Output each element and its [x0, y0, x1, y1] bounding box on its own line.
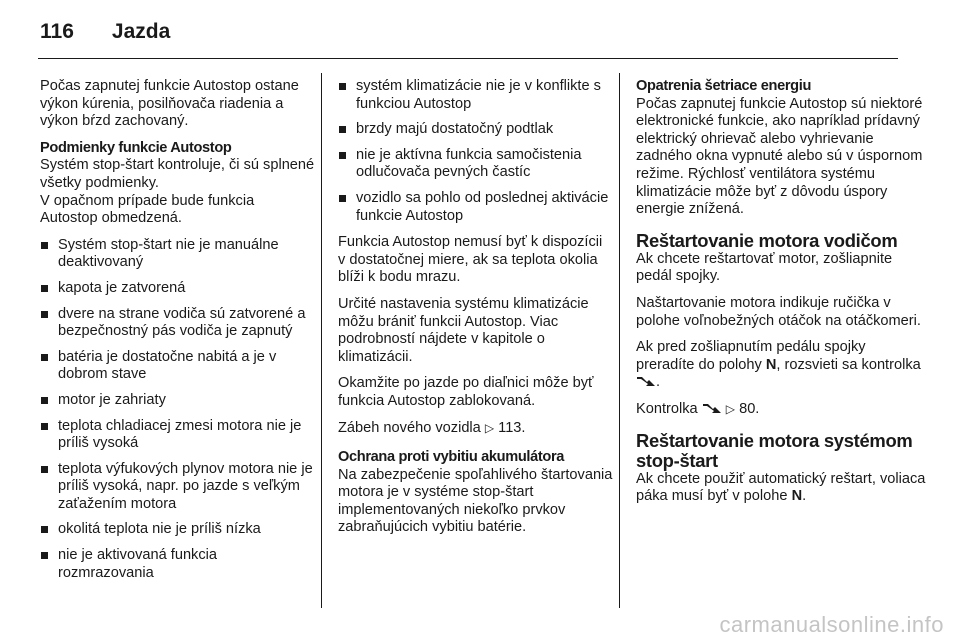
system-restart-heading: Reštartovanie motora systémom stop-štart [636, 429, 913, 471]
break-in-ref: 113. [498, 419, 526, 436]
column-divider-right [619, 73, 620, 608]
restart-indicator-text: Naštartovanie motora indikuje ručička v polohe voľnobežných otáčok na otáčkomeri. [636, 294, 921, 329]
conditions-text-2: V opačnom prípade bude funkcia Autostop obmedzená. [40, 192, 255, 227]
page-title: Jazda [111, 20, 171, 43]
page-number: 116 [40, 20, 74, 43]
list-item: systém klimatizácie nie je v konflikte s funkciou Autostop [338, 78, 613, 113]
kontrolka-reference [636, 401, 926, 419]
list-item: okolitá teplota nie je príliš nízka [40, 521, 315, 539]
outline-right-triangle-icon: ▷ [484, 420, 495, 435]
driver-restart-text: Ak chcete reštartovať motor, zošliapnite pedál spojky. [636, 250, 893, 285]
list-item: brzdy majú dostatočný podtlak [338, 121, 613, 139]
conditions-heading: Podmienky funkcie Autostop [40, 139, 232, 156]
list-item: nie je aktívna funkcia samočistenia odlučovača pevných častíc [338, 147, 613, 182]
header-rule [38, 58, 898, 59]
clutch-text-mid: , rozsvieti sa kontrolka [776, 356, 921, 373]
list-item: kapota je zatvorená [40, 280, 315, 298]
conditions-text-1: Systém stop-štart kontroluje, či sú splnené všetky podmienky. [40, 157, 315, 191]
system-restart-end: . [802, 488, 807, 505]
page-header [40, 14, 170, 50]
energy-saving-text: Počas zapnutej funkcie Autostop sú niektoré elektronické funkcie, ako napríklad prídavný elektrický ohrievač alebo vyhrievanie zadného okna vypnuté alebo sú v úspornom režime. Rýchlosť ventilátora systému klimatizácie môže byť z dôvodu úspory energie znížená. [636, 95, 923, 218]
gear-n-label: N [765, 356, 777, 373]
clutch-paragraph [636, 339, 926, 392]
battery-protection-text: Na zabezpečenie spoľahlivého štartovania motora je v systéme stop-štart implementovaných niekoľko prvkov zabraňujúcich vybitiu batérie. [338, 466, 613, 536]
column-divider-left [321, 73, 322, 608]
energy-saving-heading: Opatrenia šetriace energiu [636, 78, 812, 94]
clutch-text-end: . [656, 374, 661, 391]
battery-protection-heading: Ochrana proti vybitiu akumulátora [338, 449, 565, 466]
gear-n-label: N [791, 488, 803, 505]
system-restart-text-body: Ak chcete použiť automatický reštart, voliaca páka musí byť v polohe [636, 470, 926, 505]
system-restart-text [636, 471, 926, 506]
clutch-text-start: Ak pred zošliapnutím pedálu spojky preradíte do polohy [636, 339, 866, 373]
list-item: nie je aktivovaná funkcia rozmrazovania [40, 547, 315, 582]
list-item: vozidlo sa pohlo od poslednej aktivácie funkcie Autostop [338, 190, 613, 225]
list-item: batéria je dostatočne nabitá a je v dobrom stave [40, 349, 315, 384]
shift-arrow-icon [702, 402, 722, 414]
shift-arrow-icon [636, 375, 656, 387]
outline-right-triangle-icon: ▷ [725, 401, 736, 416]
highway-paragraph: Okamžite po jazde po diaľnici môže byť funkcia Autostop zablokovaná. [338, 375, 594, 409]
list-item: teplota chladiacej zmesi motora nie je príliš vysoká [40, 418, 315, 453]
watermark: carmanualsonline.info [719, 612, 944, 637]
list-item: motor je zahriaty [40, 392, 315, 410]
conditions-list-continued [338, 78, 613, 225]
kontrolka-label: Kontrolka [636, 400, 698, 417]
climate-paragraph: Určité nastavenia systému klimatizácie môžu brániť funkcii Autostop. Viac podrobností nájdete v kapitole o klimatizácii. [338, 295, 589, 365]
conditions-list [40, 237, 315, 583]
list-item: dvere na strane vodiča sú zatvorené a bezpečnostný pás vodiča je zapnutý [40, 306, 315, 341]
list-item: teplota výfukových plynov motora nie je príliš vysoká, napr. po jazde s veľkým zaťažením motora [40, 461, 315, 514]
kontrolka-ref: 80. [739, 400, 760, 417]
break-in-text: Zábeh nového vozidla [338, 419, 481, 436]
break-in-paragraph [338, 420, 613, 438]
frost-paragraph: Funkcia Autostop nemusí byť k dispozícii v dostatočnej miere, ak sa teplota okolia blíži k bodu mrazu. [338, 234, 603, 286]
intro-paragraph: Počas zapnutej funkcie Autostop ostane výkon kúrenia, posilňovača riadenia a výkon bŕzd zachovaný. [40, 78, 299, 130]
driver-restart-heading: Reštartovanie motora vodičom [636, 229, 898, 251]
list-item: Systém stop-štart nie je manuálne deaktivovaný [40, 237, 315, 272]
column-2 [338, 78, 613, 546]
column-1 [40, 78, 315, 591]
column-3 [636, 78, 926, 515]
